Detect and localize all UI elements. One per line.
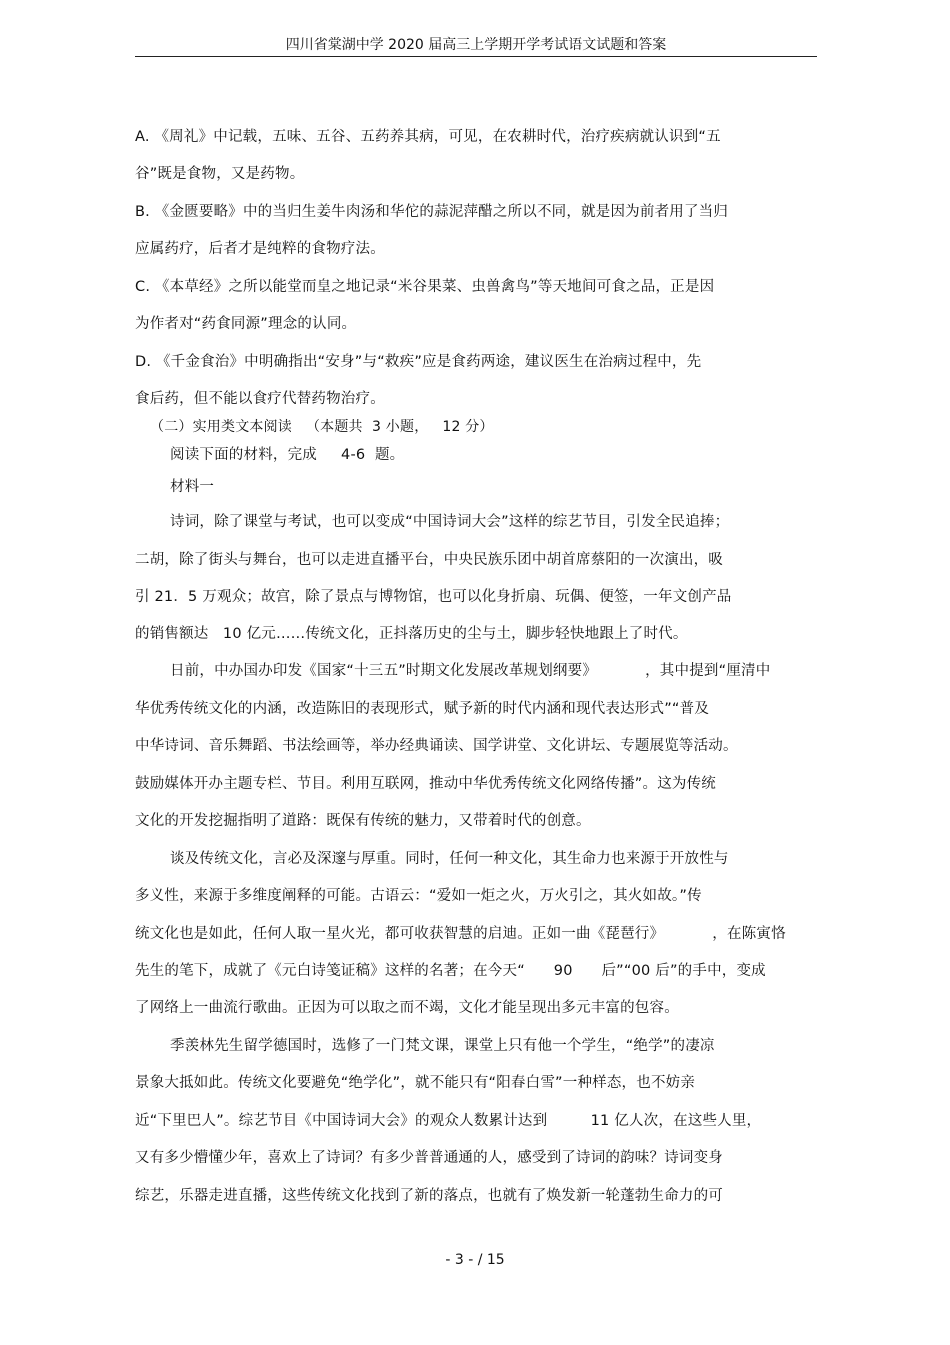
text-line: 景象大抵如此。传统文化要避免“绝学化”，就不能只有“阳春白雪”一种样态，也不妨亲 <box>135 1075 696 1091</box>
text-line: D. 《千金食治》中明确指出“安身”与“救疾”应是食药两途，建议医生在治病过程中，先 <box>135 354 702 370</box>
header-divider <box>135 56 817 57</box>
text-line: 谈及传统文化，言必及深邃与厚重。同时，任何一种文化，其生命力也来源于开放性与 <box>170 851 729 867</box>
text-line: 综艺，乐器走进直播，这些传统文化找到了新的落点，也就有了焕发新一轮蓬勃生命力的可 <box>135 1188 723 1204</box>
text-line: 食后药，但不能以食疗代替药物治疗。 <box>135 391 385 407</box>
text-line: 二胡，除了街头与舞台，也可以走进直播平台，中央民族乐团中胡首席蔡阳的一次演出，吸 <box>135 552 723 568</box>
text-line: 应属药疗，后者才是纯粹的食物疗法。 <box>135 241 385 257</box>
text-line: 季羡林先生留学德国时，选修了一门梵文课，课堂上只有他一个学生，“绝学”的凄凉 <box>170 1038 715 1054</box>
text-line: 统文化也是如此，任何人取一星火光，都可收获智慧的启迪。正如一曲《琵琶行》 ，在陈寅恪 <box>135 926 786 942</box>
page-number: - 3 - / 15 <box>445 1252 505 1268</box>
text-line: 日前，中办国办印发《国家“十三五”时期文化发展改革规划纲要》 ，其中提到“厘清中 <box>170 663 771 679</box>
text-line: 的销售额达 10 亿元……传统文化，正抖落历史的尘与土，脚步轻快地跟上了时代。 <box>135 626 688 642</box>
section-heading: （二）实用类文本阅读 （本题共 3 小题， 12 分） <box>150 419 494 435</box>
text-line: B. 《金匮要略》中的当归生姜牛肉汤和华佗的蒜泥萍醋之所以不同，就是因为前者用了当归 <box>135 204 729 220</box>
text-line: 鼓励媒体开办主题专栏、节目。利用互联网，推动中华优秀传统文化网络传播”。这为传统 <box>135 776 717 792</box>
text-line: 先生的笔下，成就了《元白诗笺证稿》这样的名著；在今天“ 90 后”“00 后”的手中，变成 <box>135 963 766 979</box>
text-line: 多义性，来源于多维度阐释的可能。古语云：“爱如一炬之火，万火引之，其火如故。”传 <box>135 888 702 904</box>
page-header-title: 四川省棠湖中学 2020 届高三上学期开学考试语文试题和答案 <box>285 37 667 53</box>
text-line: 文化的开发挖掘指明了道路：既保有传统的魅力，又带着时代的创意。 <box>135 813 591 829</box>
text-line: 中华诗词、音乐舞蹈、书法绘画等，举办经典诵读、国学讲堂、文化讲坛、专题展览等活动。 <box>135 738 738 754</box>
text-line: 又有多少懵懂少年，喜欢上了诗词？有多少普普通通的人，感受到了诗词的韵味？诗词变身 <box>135 1150 723 1166</box>
text-line: 了网络上一曲流行歌曲。正因为可以取之而不竭，文化才能呈现出多元丰富的包容。 <box>135 1000 679 1016</box>
text-line: 诗词，除了课堂与考试，也可以变成“中国诗词大会”这样的综艺节目，引发全民追捧； <box>170 514 730 530</box>
instruction-line: 阅读下面的材料，完成 4-6 题。 <box>170 447 405 463</box>
text-line: 为作者对“药食同源”理念的认同。 <box>135 316 357 332</box>
text-line: 谷”既是食物，又是药物。 <box>135 166 305 182</box>
text-line: 近“下里巴人”。综艺节目《中国诗词大会》的观众人数累计达到 11 亿人次，在这些人里， <box>135 1113 762 1129</box>
text-line: C. 《本草经》之所以能堂而皇之地记录“米谷果菜、虫兽禽鸟”等天地间可食之品，正是因 <box>135 279 715 295</box>
text-line: 引 21．5 万观众；故宫，除了景点与博物馆，也可以化身折扇、玩偶、便签，一年文创产品 <box>135 589 732 605</box>
text-line: A. 《周礼》中记载，五味、五谷、五药养其病，可见，在农耕时代，治疗疾病就认识到“五 <box>135 129 721 145</box>
material-label: 材料一 <box>170 479 215 495</box>
text-line: 华优秀传统文化的内涵，改造陈旧的表现形式，赋予新的时代内涵和现代表达形式”“普及 <box>135 701 710 717</box>
